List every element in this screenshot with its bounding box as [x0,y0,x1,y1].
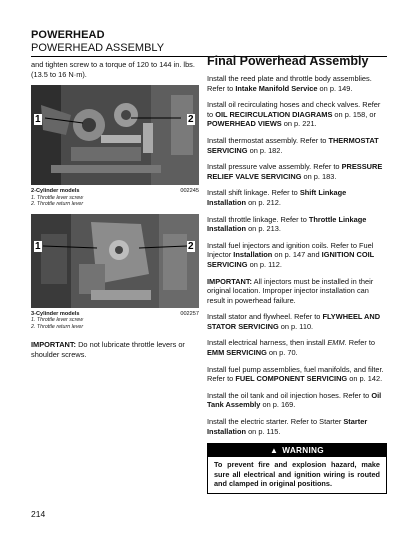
left-column [31,60,199,365]
warning-box [207,443,387,494]
legend-item: 1. Throttle lever screw [31,317,84,324]
figure-caption [31,311,199,318]
right-column [207,54,387,494]
subsection-title: POWERHEAD ASSEMBLY [31,42,165,54]
warning-triangle-icon: ▲ [270,446,279,456]
engine-photo-graphic [31,214,199,308]
important-note [207,277,387,306]
callout-2: 2 [188,114,194,126]
figure-code: 002245 [180,188,199,195]
figure-legend [31,317,199,330]
figure-code: 002257 [180,310,199,317]
warning-header [208,444,386,457]
callout-2: 2 [188,240,194,252]
engine-photo-graphic [31,85,199,185]
legend-item: 2. Throttle return lever [31,201,84,208]
legend-item: 2. Throttle return lever [31,323,84,330]
figure-title: 2-Cylinder models [31,188,80,195]
important-note [31,340,199,359]
intro-text: and tighten screw to a torque of 120 to 144 in. lbs. (13.5 to 16 N·m). [31,60,195,79]
figure-caption [31,188,199,195]
figure-legend [31,195,199,208]
step-paragraph: Install fuel injectors and ignition coils. Refer to Fuel Injector Installation on p. 147 and IGNITION COIL SERVICING on p. 112. [207,240,375,269]
warning-label: WARNING [282,446,324,456]
legend-item: 1. Throttle lever screw [31,194,84,201]
step-paragraph: Install shift linkage. Refer to Shift Linkage Installation on p. 212. [207,188,347,207]
step-paragraph: Install fuel pump assemblies, fuel manifolds, and filter. Refer to FUEL COMPONENT SERVICING on p. 142. [207,364,384,384]
important-text: All injectors must be installed in their original location. Improper injector installation can result in powerhead failure. [207,276,374,305]
step-paragraph: Install thermostat assembly. Refer to THERMOSTAT SERVICING on p. 182. [207,135,379,155]
step-paragraph: Install the oil tank and oil injection hoses. Refer to Oil Tank Assembly on p. 169. [207,390,382,410]
step-paragraph: Install throttle linkage. Refer to Throttle Linkage Installation on p. 213. [207,214,367,234]
section-heading: Final Powerhead Assembly [207,54,369,68]
step-paragraph: Install pressure valve assembly. Refer to PRESSURE RELIEF VALVE SERVICING on p. 183. [207,162,383,181]
step-paragraph: Install electrical harness, then install EMM. Refer to EMM SERVICING on p. 70. [207,338,376,358]
step-paragraph: Install stator and flywheel. Refer to FLYWHEEL AND STATOR SERVICING on p. 110. [207,312,381,331]
section-title: POWERHEAD [31,29,105,41]
page-header [31,29,387,55]
step-paragraph: Install the reed plate and throttle body assemblies. Refer to Intake Manifold Service on p. 149. [207,74,372,93]
page-number: 214 [31,509,46,519]
step-paragraph: Install the electric starter. Refer to Starter Starter Installation on p. 115. [207,417,368,436]
step-paragraph: Install oil recirculating hoses and check valves. Refer to OIL RECIRCULATION DIAGRAMS on p. 158, or POWERHEAD VIEWS on p. 221. [207,100,381,129]
important-label: IMPORTANT: [207,276,253,286]
important-label: IMPORTANT: [31,340,77,349]
callout-1: 1 [35,114,41,126]
important-text: Do not lubricate throttle levers or shoulder screws. [31,340,185,359]
figure-3-cylinder-photo [31,214,199,308]
warning-text: To prevent fire and explosion hazard, make sure all electrical and ignition wiring is routed and clamped in original positions. [214,460,380,489]
figure-title: 3-Cylinder models [31,310,80,317]
figure-2-cylinder-photo [31,85,199,185]
callout-1: 1 [35,240,41,252]
